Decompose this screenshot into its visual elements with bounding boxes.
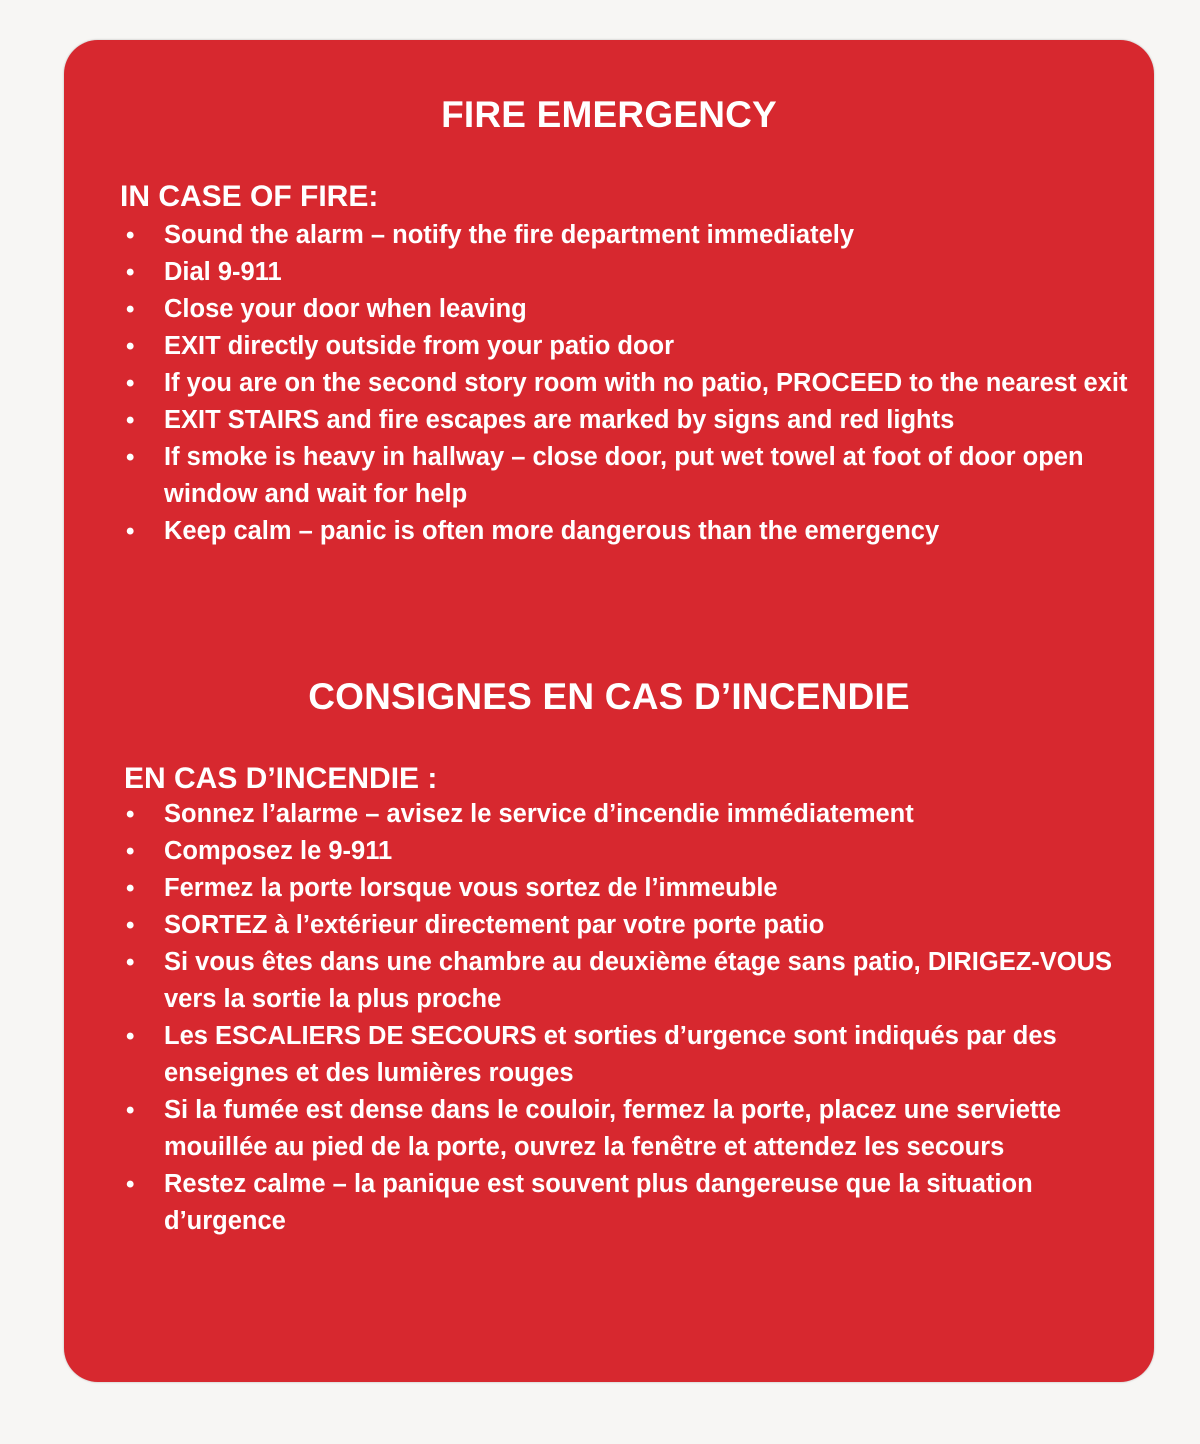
bullet-icon: •	[126, 296, 135, 323]
list-item	[122, 944, 1132, 1018]
list-item	[122, 365, 1132, 402]
list-item	[122, 1092, 1132, 1166]
list-item-text: Si vous êtes dans une chambre au deuxième étage sans patio, DIRIGEZ-VOUS vers la sortie la plus proche	[164, 948, 1113, 1013]
bullet-icon: •	[126, 875, 135, 902]
list-item	[122, 439, 1132, 513]
list-item	[122, 907, 1132, 944]
bullet-icon: •	[126, 333, 135, 360]
instructions-list-french	[122, 796, 1132, 1240]
bullet-icon: •	[126, 370, 135, 397]
list-item-text: Sonnez l’alarme – avisez le service d’incendie immédiatement	[164, 800, 914, 828]
list-item	[122, 328, 1132, 365]
list-item	[122, 1166, 1132, 1240]
list-item-text: If smoke is heavy in hallway – close door, put wet towel at foot of door open window and wait for help	[164, 443, 1084, 508]
bullet-icon: •	[126, 801, 135, 828]
bullet-icon: •	[126, 1023, 135, 1050]
list-item-text: Composez le 9-911	[164, 837, 393, 865]
list-item-text: SORTEZ à l’extérieur directement par votre porte patio	[164, 911, 825, 939]
bullet-icon: •	[126, 222, 135, 249]
list-item	[122, 291, 1132, 328]
bullet-icon: •	[126, 949, 135, 976]
bullet-icon: •	[126, 912, 135, 939]
list-item-text: If you are on the second story room with no patio, PROCEED to the nearest exit	[164, 369, 1128, 397]
title-french: CONSIGNES EN CAS D’INCENDIE	[308, 676, 910, 717]
title-english: FIRE EMERGENCY	[441, 94, 777, 135]
list-item-text: Sound the alarm – notify the fire department immediately	[164, 221, 855, 249]
bullet-icon: •	[126, 259, 135, 286]
list-item-text: Close your door when leaving	[164, 295, 527, 323]
heading-french: EN CAS D’INCENDIE :	[124, 762, 438, 795]
fire-emergency-sign	[64, 40, 1154, 1382]
heading-english: IN CASE OF FIRE:	[120, 180, 379, 213]
list-item	[122, 217, 1132, 254]
bullet-icon: •	[126, 407, 135, 434]
list-item-text: EXIT STAIRS and fire escapes are marked by signs and red lights	[164, 406, 955, 434]
list-item	[122, 254, 1132, 291]
list-item-text: EXIT directly outside from your patio door	[164, 332, 675, 360]
list-item-text: Keep calm – panic is often more dangerous than the emergency	[164, 517, 940, 545]
bullet-icon: •	[126, 1097, 135, 1124]
list-item-text: Fermez la porte lorsque vous sortez de l’immeuble	[164, 874, 778, 902]
list-item-text: Si la fumée est dense dans le couloir, fermez la porte, placez une serviette mouillée au pied de la porte, ouvrez la fenêtre et attendez les secours	[164, 1096, 1062, 1161]
list-item	[122, 1018, 1132, 1092]
bullet-icon: •	[126, 518, 135, 545]
list-item	[122, 513, 1132, 550]
bullet-icon: •	[126, 1171, 135, 1198]
list-item-text: Les ESCALIERS DE SECOURS et sorties d’urgence sont indiqués par des enseignes et des lumières rouges	[164, 1022, 1057, 1087]
instructions-list-english	[122, 217, 1132, 550]
list-item	[122, 833, 1132, 870]
bullet-icon: •	[126, 444, 135, 471]
list-item	[122, 402, 1132, 439]
bullet-icon: •	[126, 838, 135, 865]
list-item	[122, 796, 1132, 833]
list-item	[122, 870, 1132, 907]
list-item-text: Dial 9-911	[164, 258, 282, 286]
list-item-text: Restez calme – la panique est souvent plus dangereuse que la situation d’urgence	[164, 1170, 1033, 1235]
